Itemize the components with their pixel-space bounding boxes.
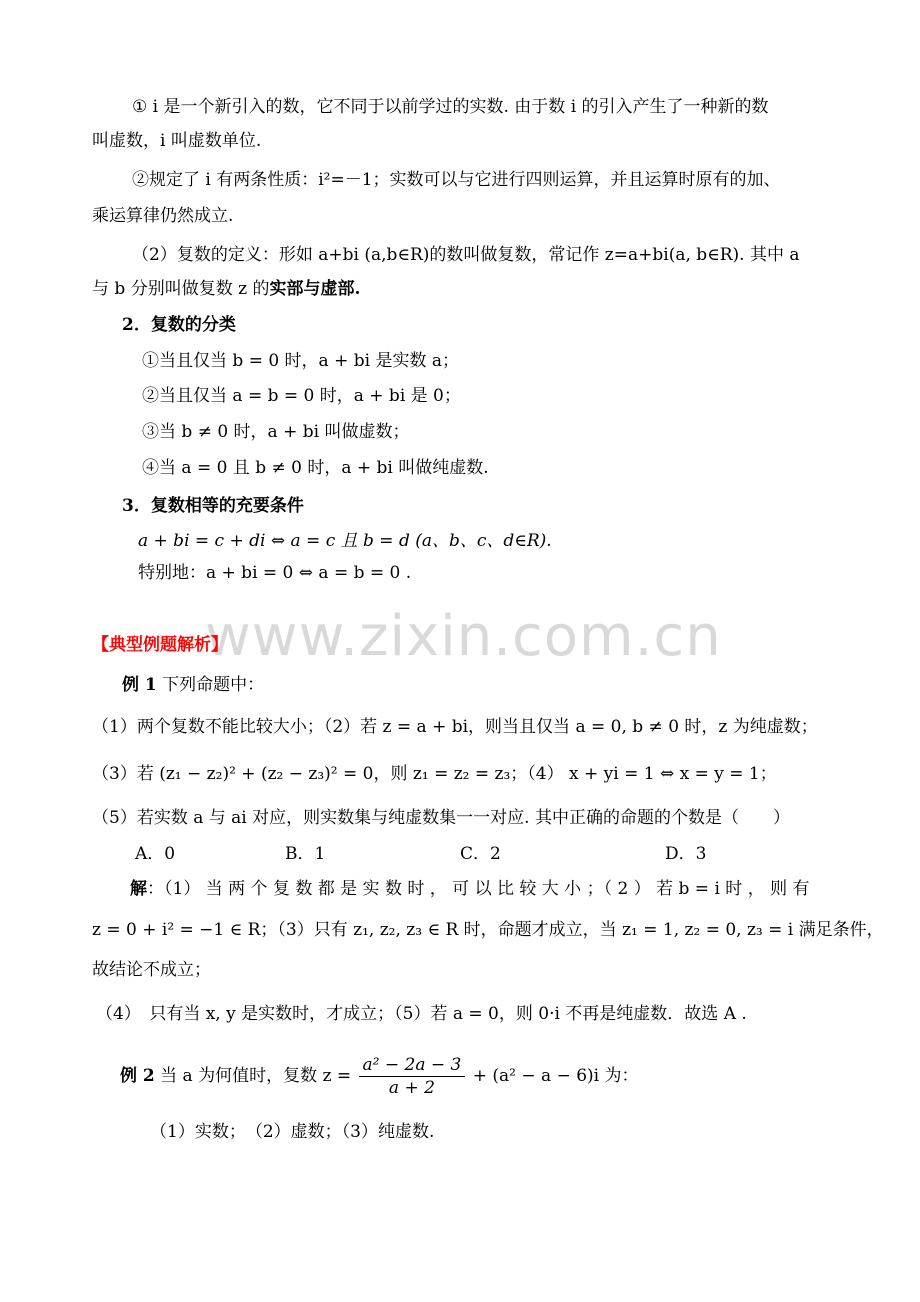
- paragraph-1-line-2: 叫虚数，i 叫虚数单位.: [92, 131, 262, 151]
- example-2-fraction: [359, 1054, 466, 1099]
- example-1-statement-2: （3）若 (z₁ − z₂)² + (z₂ − z₃)² = 0，则 z₁ = z₂ = z₃；（4） x + yi = 1 ⇔ x = y = 1；: [92, 764, 777, 784]
- classification-item-1: ①当且仅当 b = 0 时，a + bi 是实数 a；: [142, 351, 460, 371]
- section-tag-examples: 【典型例题解析】: [92, 635, 228, 655]
- classification-item-3: ③当 b ≠ 0 时，a + bi 叫做虚数；: [142, 422, 410, 442]
- option-d: D．3: [665, 844, 707, 864]
- definition-line-1: （2）复数的定义：形如 a+bi (a,b∈R)的数叫做复数，常记作 z=a+bi(a, b∈R). 其中 a: [132, 245, 800, 265]
- watermark: www.zixin.com.cn: [205, 604, 722, 669]
- solution-line-1-text: ：（1） 当 两 个 复 数 都 是 实 数 时 ， 可 以 比 较 大 小 ；（ 2 ） 若 b = i 时 ， 则 有: [147, 879, 810, 899]
- option-a: A．0: [135, 844, 176, 864]
- paragraph-1-line-1: ① i 是一个新引入的数，它不同于以前学过的实数. 由于数 i 的引入产生了一种新的数: [132, 97, 769, 117]
- solution-line-2: z = 0 + i² = −1 ∈ R；（3）只有 z₁, z₂, z₃ ∈ R 时，命题才成立，当 z₁ = 1, z₂ = 0, z₃ = i 满足条件，: [92, 920, 884, 940]
- example-1-label: 例 1: [122, 675, 157, 695]
- example-1-statement-1: （1）两个复数不能比较大小；（2）若 z = a + bi，则当且仅当 a = 0, b ≠ 0 时，z 为纯虚数；: [92, 717, 818, 737]
- example-2-post: + (a² − a − 6)i 为：: [472, 1066, 639, 1086]
- heading-classification: 2．复数的分类: [122, 315, 236, 335]
- example-1-statement-3: （5）若实数 a 与 ai 对应，则实数集与纯虚数集一一对应. 其中正确的命题的个数是（ ）: [92, 808, 790, 828]
- paragraph-2-line-1: ②规定了 i 有两条性质：i²=－1；实数可以与它进行四则运算，并且运算时原有的加、: [132, 170, 781, 190]
- solution-line-1: [130, 877, 810, 901]
- example-1-intro-text: 下列命题中：: [156, 675, 265, 695]
- equality-special-case: 特别地：a + bi = 0 ⇔ a = b = 0 .: [138, 563, 412, 583]
- definition-line-2: [92, 277, 360, 301]
- option-c: C．2: [460, 844, 501, 864]
- solution-label: 解: [130, 879, 147, 899]
- option-b: B．1: [285, 844, 326, 864]
- example-1-intro: [122, 673, 264, 697]
- classification-item-2: ②当且仅当 a = b = 0 时，a + bi 是 0；: [142, 386, 461, 406]
- paragraph-2-line-2: 乘运算律仍然成立.: [92, 206, 234, 226]
- classification-item-4: ④当 a = 0 且 b ≠ 0 时，a + bi 叫做纯虚数.: [142, 458, 489, 478]
- example-2-label: 例 2: [120, 1066, 155, 1086]
- solution-line-4: （4） 只有当 x, y 是实数时，才成立；（5）若 a = 0，则 0·i 不再是纯虚数．故选 A .: [96, 1004, 747, 1024]
- equality-condition: a + bi = c + di ⇔ a = c 且 b = d (a、b、c、d∈R).: [138, 531, 552, 551]
- real-imag-part-term: 实部与虚部.: [269, 279, 361, 299]
- fraction-denominator: a + 2: [388, 1078, 435, 1098]
- example-2-pre: 当 a 为何值时，复数 z =: [154, 1066, 352, 1086]
- fraction-numerator: a² − 2a − 3: [359, 1054, 466, 1077]
- solution-line-3: 故结论不成立；: [92, 960, 211, 980]
- example-2-parts: （1）实数； （2）虚数；（3）纯虚数.: [150, 1122, 435, 1142]
- example-2-statement: [120, 1052, 639, 1100]
- definition-text: 与 b 分别叫做复数 z 的: [92, 279, 270, 299]
- heading-equality: 3．复数相等的充要条件: [122, 496, 304, 516]
